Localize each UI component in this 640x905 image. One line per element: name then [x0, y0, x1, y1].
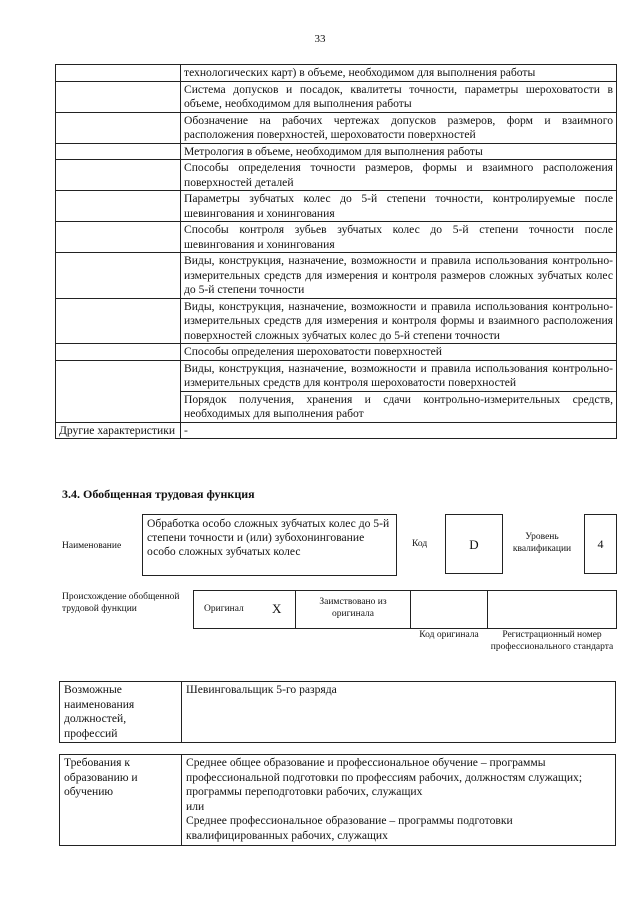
education-line: Среднее профессиональное образование – программы подготовки квалифицированных рабочих, служащих [186, 814, 513, 842]
table-row [56, 112, 617, 143]
other-characteristics-label: Другие характеристики [56, 422, 181, 439]
education-line: Среднее общее образование и профессиональное обучение – программы профессиональной подготовки по профессиям рабочих, должностям служащих; программы переподготовки рабочих, служащих [186, 756, 583, 798]
qualification-level-label: Уровень квалификации [512, 532, 572, 554]
origin-label: Происхождение обобщенной трудовой функции [62, 592, 180, 614]
education-line: или [186, 799, 205, 813]
knowledge-item: Параметры зубчатых колес до 5-й степени точности, контролируемые после шевингования и хонингования [181, 191, 617, 222]
knowledge-item: Обозначение на рабочих чертежах допусков размеров, форм и взаимного расположения поверхностей, шероховатости поверхностей [181, 112, 617, 143]
positions-table [59, 681, 616, 743]
code-original-box [410, 590, 488, 629]
row-label-empty [56, 160, 181, 191]
table-row [56, 298, 617, 344]
knowledge-item: Метрология в объеме, необходимом для выполнения работы [181, 143, 617, 160]
other-characteristics-value: - [181, 422, 617, 439]
function-name-value: Обработка особо сложных зубчатых колес до 5-й степени точности и (или) зубохонингование особо сложных зубчатых колес [142, 514, 397, 576]
table-row [56, 191, 617, 222]
table-row [56, 391, 617, 422]
table-row [56, 422, 617, 439]
table-row [56, 360, 617, 391]
knowledge-item: Виды, конструкция, назначение, возможности и правила использования контрольно-измерительных средств для измерения и контроля формы и взаимного расположения поверхностей сложных зубчатых колес до 5-й степени точности [181, 298, 617, 344]
reg-number-box [487, 590, 617, 629]
knowledge-item: Виды, конструкция, назначение, возможности и правила использования контрольно-измерительных средств для измерения и контроля размеров сложных зубчатых колес до 5-й степени точности [181, 253, 617, 299]
table-row [60, 755, 616, 846]
row-label-empty [56, 360, 181, 391]
original-cell [193, 590, 296, 629]
row-label-empty [56, 143, 181, 160]
table-row [60, 682, 616, 743]
row-label-empty [56, 112, 181, 143]
code-value: D [445, 514, 503, 574]
name-label: Наименование [62, 541, 122, 551]
table-row [56, 222, 617, 253]
code-original-label: Код оригинала [419, 630, 479, 640]
education-label: Требования к образованию и обучению [60, 755, 182, 846]
original-label: Оригинал [204, 604, 244, 614]
knowledge-item: технологических карт) в объеме, необходимом для выполнения работы [181, 65, 617, 82]
table-row [56, 160, 617, 191]
borrowed-cell: Заимствовано из оригинала [295, 590, 411, 629]
table-row [56, 81, 617, 112]
table-row [56, 253, 617, 299]
row-label-empty [56, 298, 181, 344]
knowledge-item: Виды, конструкция, назначение, возможности и правила использования контрольно-измерительных средств для контроля шероховатости поверхностей [181, 360, 617, 391]
knowledge-item: Способы контроля зубьев зубчатых колес до 5-й степени точности после шевингования и хонингования [181, 222, 617, 253]
education-value [182, 755, 616, 846]
knowledge-item: Способы определения шероховатости поверхностей [181, 344, 617, 361]
positions-value: Шевинговальщик 5-го разряда [182, 682, 616, 743]
positions-label: Возможные наименования должностей, профессий [60, 682, 182, 743]
row-label-empty [56, 222, 181, 253]
original-mark: X [272, 601, 282, 616]
section-heading: 3.4. Обобщенная трудовая функция [62, 487, 255, 501]
table-row [56, 143, 617, 160]
row-label-empty [56, 344, 181, 361]
row-label-empty [56, 65, 181, 82]
code-label: Код [412, 539, 428, 549]
page-number: 33 [314, 33, 326, 45]
row-label-empty [56, 253, 181, 299]
table-row [56, 65, 617, 82]
row-label-empty [56, 81, 181, 112]
knowledge-item: Система допусков и посадок, квалитеты точности, параметры шероховатости в объеме, необходимом для выполнения работы [181, 81, 617, 112]
row-label-empty [56, 191, 181, 222]
qualification-level-value: 4 [584, 514, 617, 574]
knowledge-table [55, 64, 617, 439]
table-row [56, 344, 617, 361]
reg-number-label: Регистрационный номер профессионального стандарта [490, 630, 614, 652]
knowledge-item: Способы определения точности размеров, формы и взаимного расположения поверхностей деталей [181, 160, 617, 191]
row-label-empty [56, 391, 181, 422]
knowledge-item: Порядок получения, хранения и сдачи контрольно-измерительных средств, необходимых для выполнения работ [181, 391, 617, 422]
education-table [59, 754, 616, 846]
